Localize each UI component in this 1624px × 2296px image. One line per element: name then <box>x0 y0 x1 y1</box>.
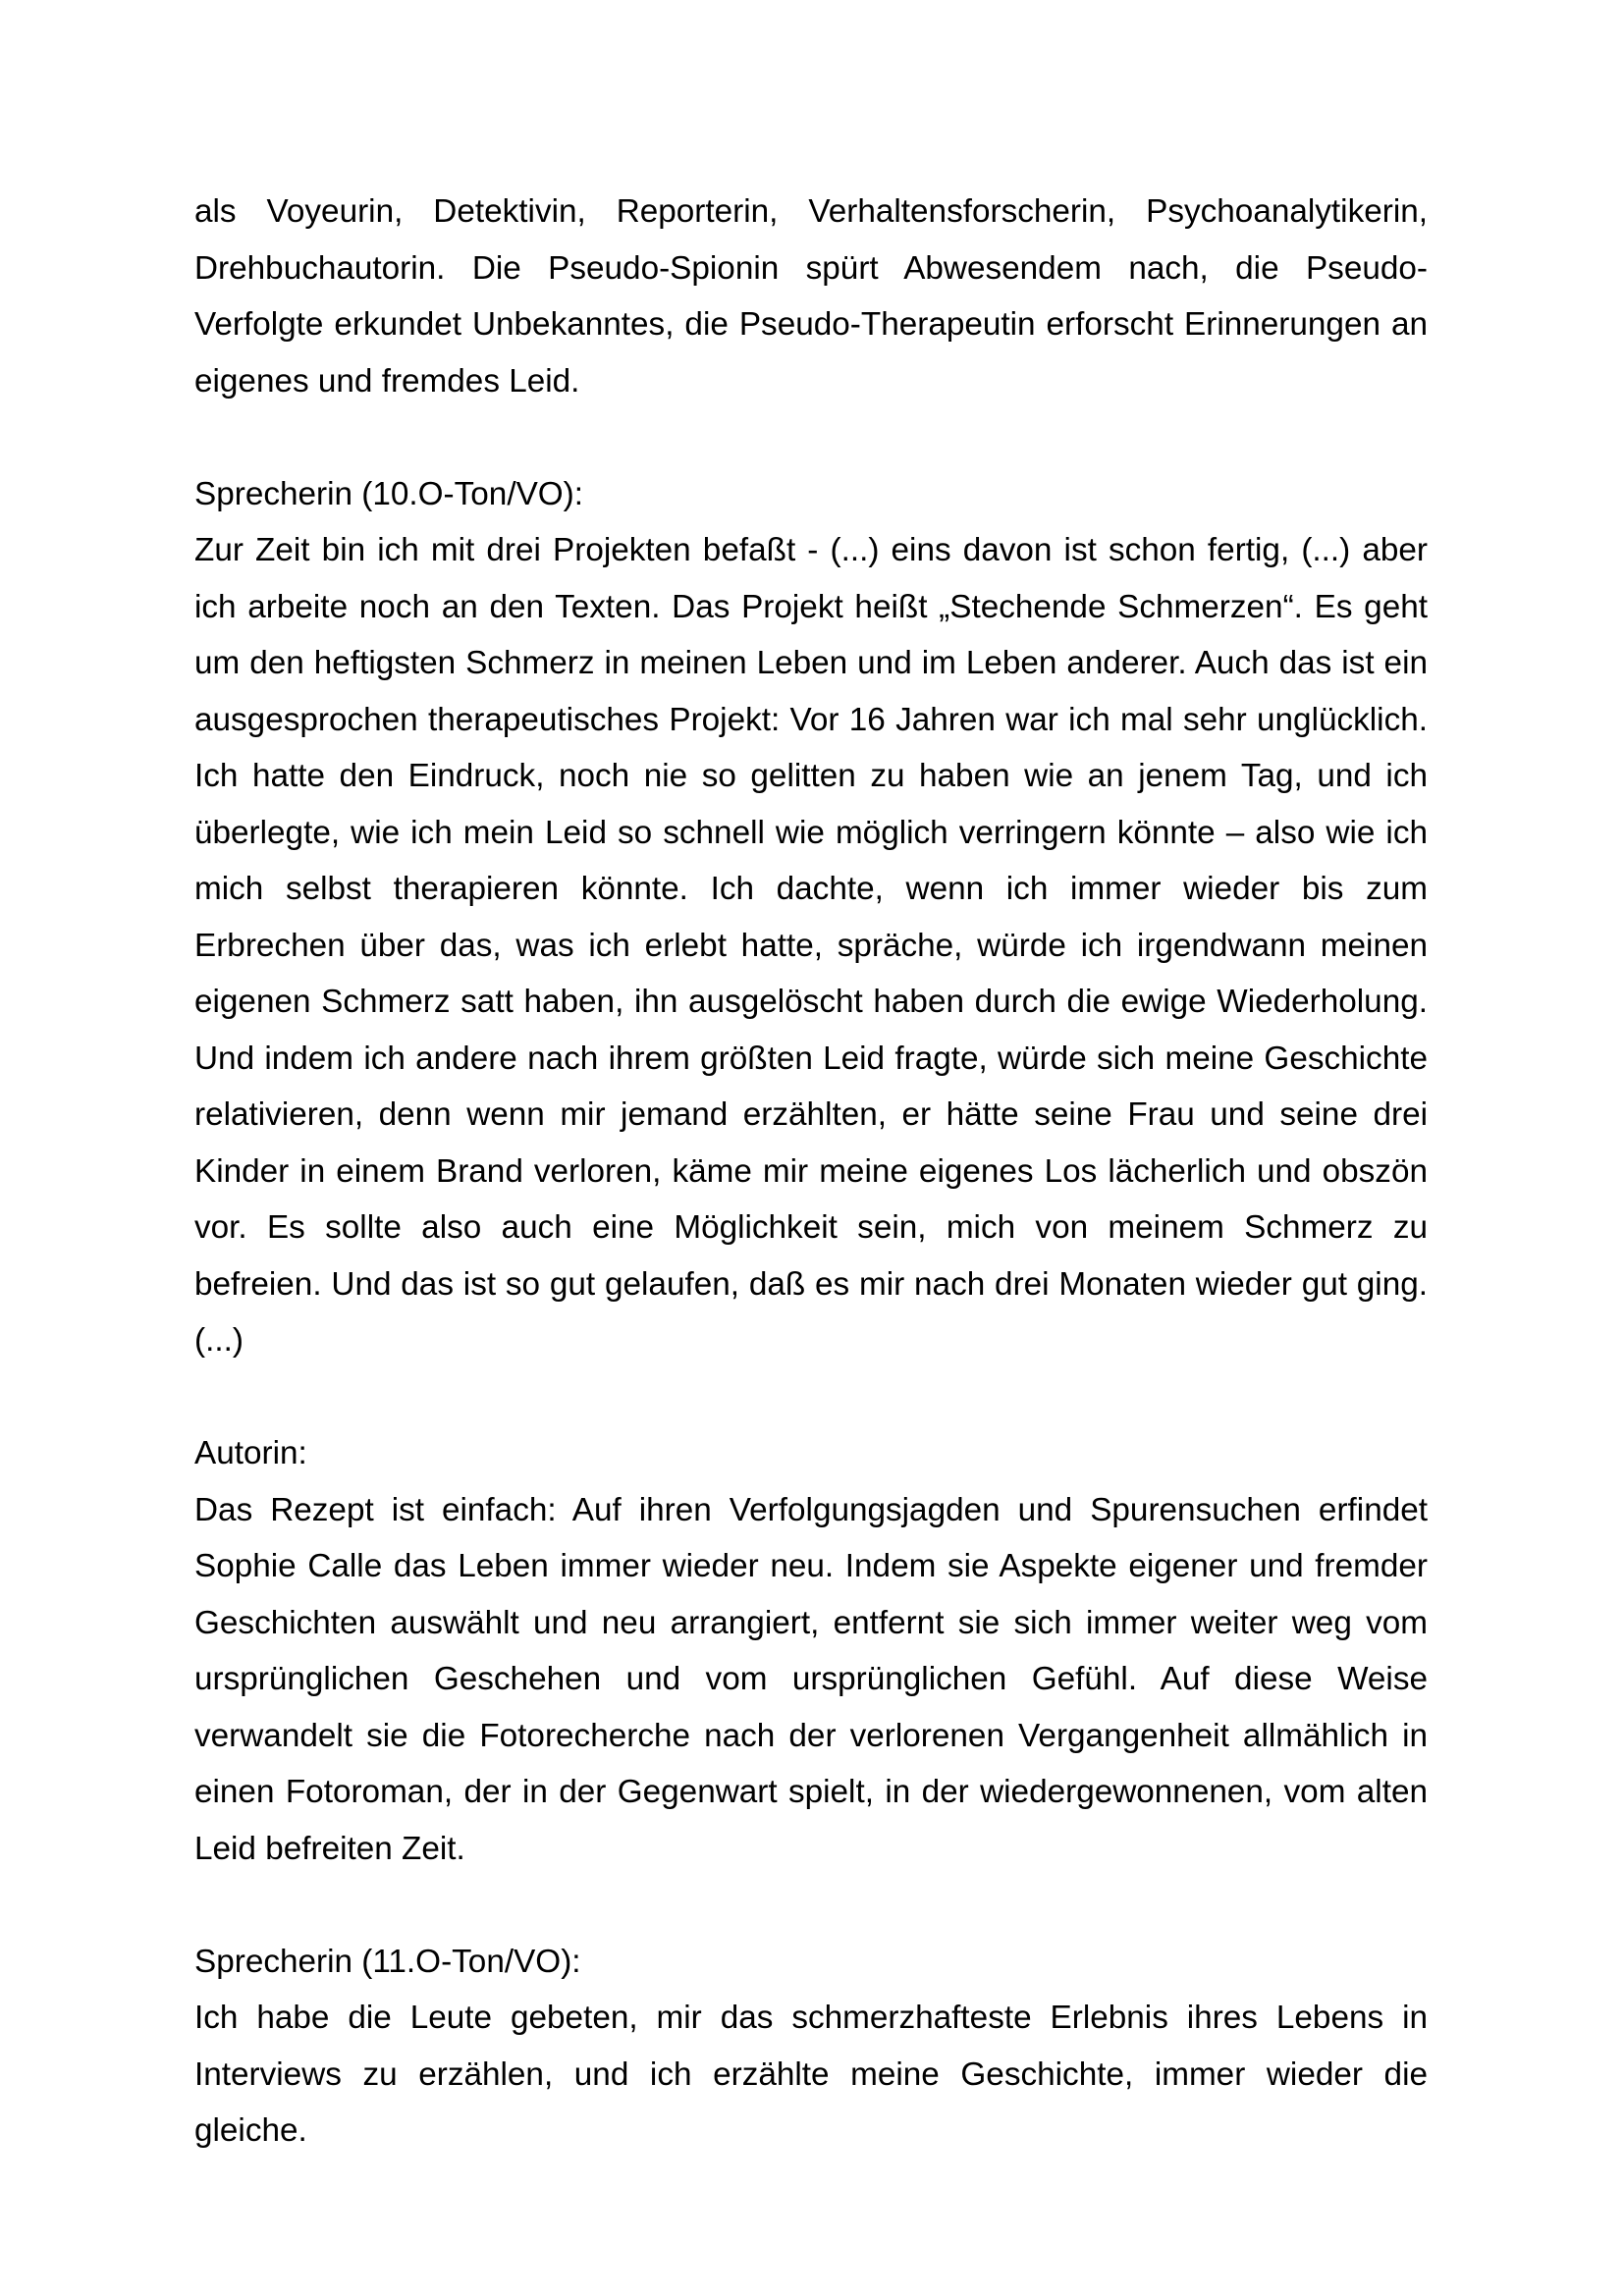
text-line: relativieren, denn wenn mir jemand erzählten, er hätte seine Frau und seine drei <box>194 1096 1428 1133</box>
text-line: Ich habe die Leute gebeten, mir das schmerzhafteste Erlebnis ihres Lebens in <box>194 2000 1428 2036</box>
text-line: Drehbuchautorin. Die Pseudo-Spionin spürt Abwesendem nach, die Pseudo- <box>194 249 1428 287</box>
text-line: überlegte, wie ich mein Leid so schnell wie möglich verringern könnte – also wie ich <box>194 814 1428 851</box>
text-line: (...) <box>194 1322 244 1359</box>
paragraph-spacer <box>194 1877 1428 1934</box>
text-line: befreien. Und das ist so gut gelaufen, daß es mir nach drei Monaten wieder gut ging. <box>194 1265 1428 1303</box>
text-line: eigenes und fremdes Leid. <box>194 362 580 400</box>
text-line: um den heftigsten Schmerz in meinen Leben und im Leben anderer. Auch das ist ein <box>194 645 1428 681</box>
text-line: Interviews zu erzählen, und ich erzählte meine Geschichte, immer wieder die gleiche. <box>194 2056 1428 2149</box>
text-line: als Voyeurin, Detektivin, Reporterin, Verhaltensforscherin, Psychoanalytikerin, <box>194 193 1428 230</box>
document-page <box>194 184 1428 2149</box>
text-line: ursprünglichen Geschehen und vom ursprünglichen Gefühl. Auf diese Weise <box>194 1661 1428 1697</box>
paragraph-intro <box>194 184 1428 409</box>
text-line: Das Rezept ist einfach: Auf ihren Verfolgungsjagden und Spurensuchen erfindet <box>194 1491 1428 1528</box>
speaker-label: Sprecherin (11.O-Ton/VO): <box>194 1943 581 1980</box>
text-line: vor. Es sollte also auch eine Möglichkeit sein, mich von meinem Schmerz zu <box>194 1209 1428 1246</box>
text-line: Geschichten auswählt und neu arrangiert, entfernt sie sich immer weiter weg vom <box>194 1604 1428 1641</box>
text-line: eigenen Schmerz satt haben, ihn ausgelöscht haben durch die ewige Wiederholung. <box>194 984 1428 1020</box>
speaker-label: Sprecherin (10.O-Ton/VO): <box>194 475 584 512</box>
paragraph-spacer <box>194 1369 1428 1426</box>
text-line: Leid befreiten Zeit. <box>194 1830 465 1867</box>
text-line: einen Fotoroman, der in der Gegenwart spielt, in der wiedergewonnenen, vom alten <box>194 1774 1428 1810</box>
text-line: ausgesprochen therapeutisches Projekt: Vor 16 Jahren war ich mal sehr unglücklich. <box>194 701 1428 738</box>
text-line: Ich hatte den Eindruck, noch nie so gelitten zu haben wie an jenem Tag, und ich <box>194 758 1428 794</box>
text-line: Kinder in einem Brand verloren, käme mir meine eigenes Los lächerlich und obszön <box>194 1152 1428 1190</box>
text-line: mich selbst therapieren könnte. Ich dachte, wenn ich immer wieder bis zum <box>194 871 1428 907</box>
speaker-label: Autorin: <box>194 1435 307 1471</box>
text-line: ich arbeite noch an den Texten. Das Projekt heißt „Stechende Schmerzen“. Es geht <box>194 588 1428 625</box>
text-line: Verfolgte erkundet Unbekanntes, die Pseudo-Therapeutin erforscht Erinnerungen an <box>194 306 1428 343</box>
text-line: Und indem ich andere nach ihrem größten Leid fragte, würde sich meine Geschichte <box>194 1040 1428 1077</box>
speech-block-sprecherin-11 <box>194 1934 1428 2149</box>
text-line: Sophie Calle das Leben immer wieder neu. Indem sie Aspekte eigener und fremder <box>194 1548 1428 1584</box>
paragraph-spacer <box>194 409 1428 466</box>
text-line: verwandelt sie die Fotorecherche nach der verlorenen Vergangenheit allmählich in <box>194 1717 1428 1754</box>
speech-block-sprecherin-10 <box>194 466 1428 1369</box>
text-line: Zur Zeit bin ich mit drei Projekten befaßt - (...) eins davon ist schon fertig, (...) aber <box>194 532 1428 568</box>
speech-block-autorin <box>194 1425 1428 1877</box>
text-line: Erbrechen über das, was ich erlebt hatte, spräche, würde ich irgendwann meinen <box>194 927 1428 964</box>
